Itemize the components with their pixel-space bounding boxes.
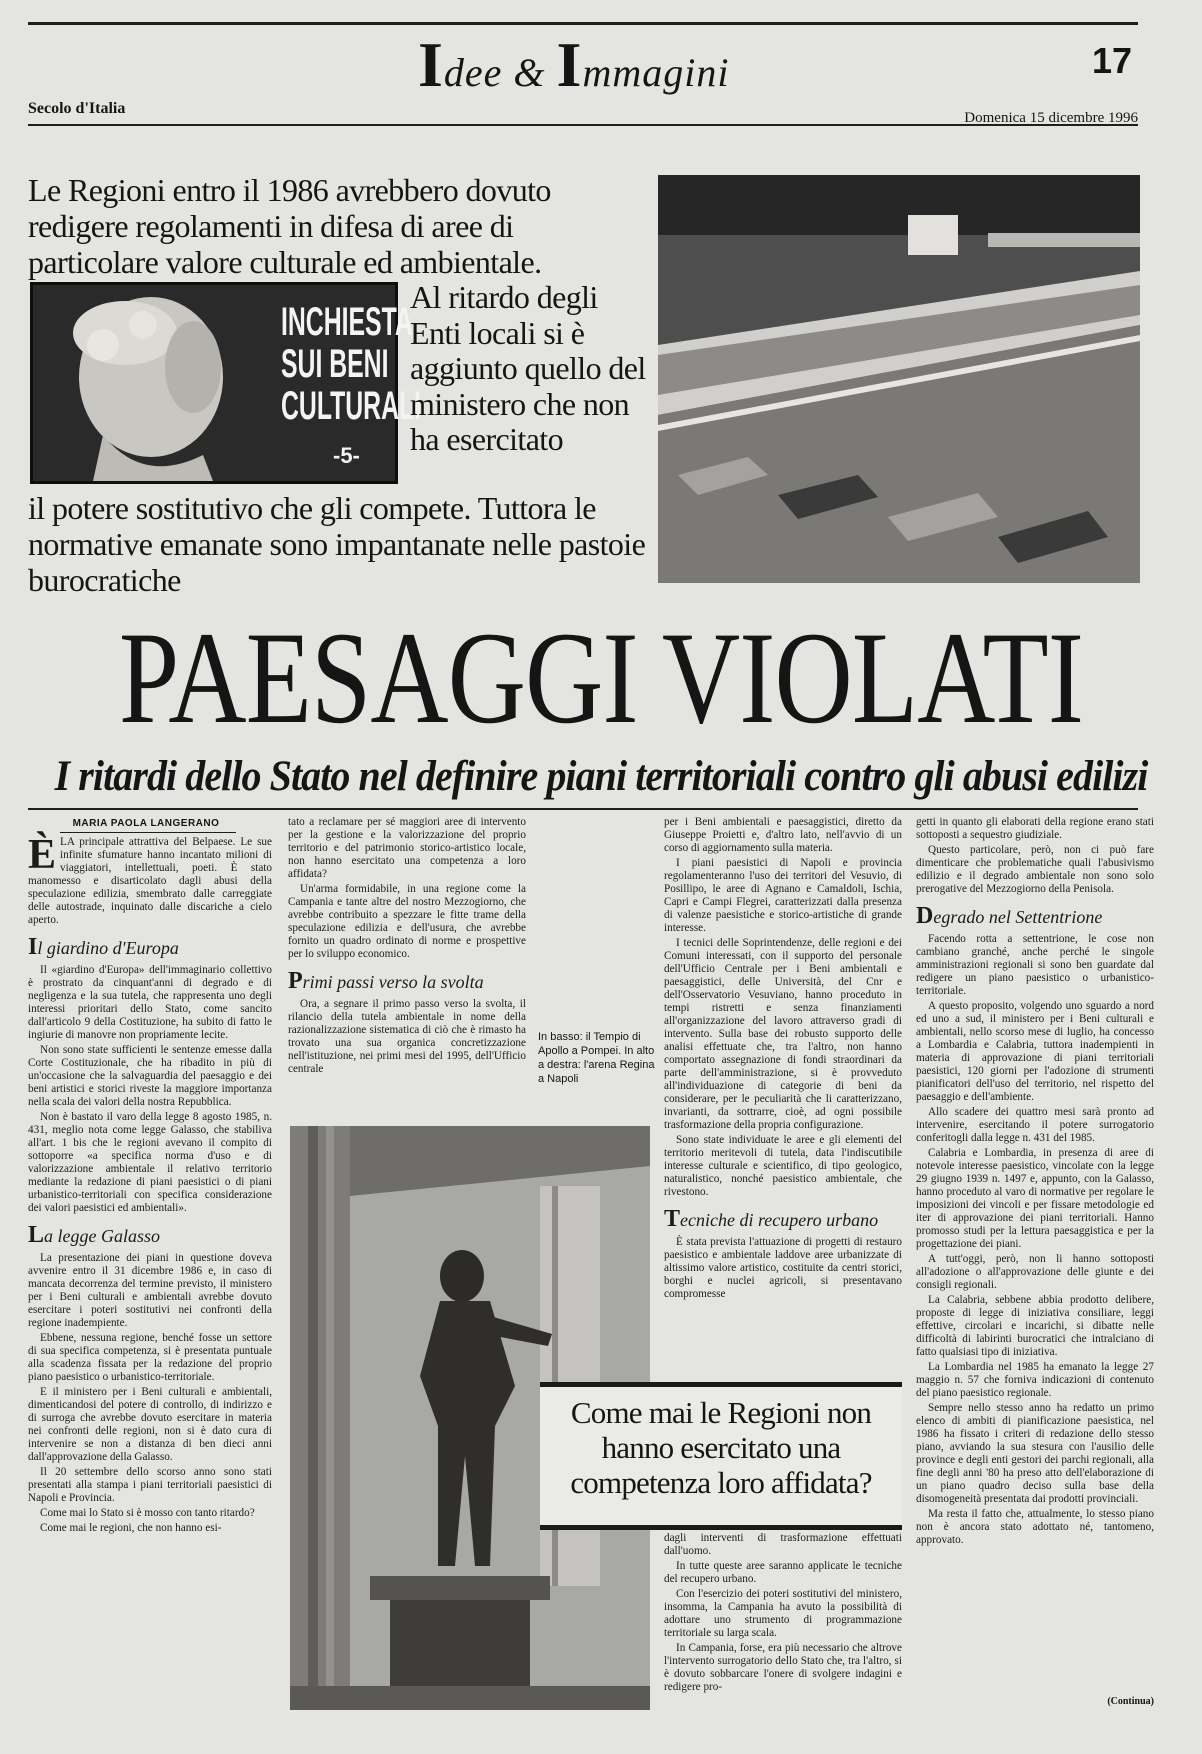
col4-paragraph: Questo particolare, però, non ci può fare dimenticare che problematiche quali l'abusivismo edilizio e il degrado ambientale non sono solo prerogative del Mezzogiorno della Penisola.: [916, 844, 1154, 895]
subheading-primi-passi: [288, 968, 526, 994]
headline: PAESAGGI VIOLATI: [118, 604, 1084, 751]
subheading-text: rimi passi verso la svolta: [302, 972, 484, 992]
section-word-2: mmagini: [582, 50, 730, 95]
col3b-paragraph: dagli interventi di trasformazione effettuati dall'uomo.: [664, 1532, 902, 1557]
lead-text-tail: il potere sostitutivo che gli compete. Tuttora le normative emanate sono impantanate nelle pastoie burocratiche: [28, 490, 646, 598]
col3-paragraph: I piani paesistici di Napoli e provincia regolamenteranno l'uso dei territori del Vesuvio, di Posillipo, le aree di Agnano e Camaldoli, Ischia, Capri e Campi Flegrei, caratterizzati dalla presenza di valenze paesistiche e storico-artistiche di grande interesse.: [664, 857, 902, 934]
col4-paragraph: Ma resta il fatto che, attualmente, lo stesso piano non è ancora stato adottato né, tantomeno, approvato.: [916, 1508, 1154, 1546]
subheading-initial: I: [28, 934, 38, 960]
col3b-paragraph: In tutte queste aree saranno applicate le tecniche del recupero urbano.: [664, 1560, 902, 1585]
col1-paragraph: Il «giardino d'Europa» dell'immaginario collettivo è prostrato da cinquant'anni di degrado e di negligenza e la sua tutela, che rappresenta uno degli interessi prioritari dello Stato, come sancito dall'articolo 9 della Costituzione, ha subito di fatto le ingiurie di manovre non propriamente lecite.: [28, 964, 272, 1041]
byline: MARIA PAOLA LANGERANO: [72, 818, 220, 829]
col1-paragraph: Come mai le regioni, che non hanno esi-: [40, 1522, 222, 1534]
col4-paragraph: Sempre nello stesso anno ha redatto un primo elenco di ambiti di pianificazione paesistica, nel 1986 ha fissato i criteri di redazione dello stesso piano, avviando la sua stesura con l'ausilio delle province e degli enti gestori dei parchi regionali, alla fine degli anni '80 ha preso atto dell'elaborazione di un piano quadro deciso sulla base della disomogeneità presentata dai prodotti provinciali.: [916, 1402, 1154, 1505]
byline-rule: [60, 832, 236, 833]
section-initial-2: I: [556, 29, 583, 100]
subheading-degrado: [916, 903, 1154, 929]
inchiesta-label: [281, 300, 422, 428]
col1-p1-text: LA principale attrattiva del Belpaese. Le sue infinite sfumature hanno incantato milioni di viaggiatori, intellettuali, poeti. È stato manomesso e disarticolato dagli abusi della speculazione edilizia, smembrato dalle carreggiate delle autostrade, inquinato dalle discariche a cielo aperto.: [28, 836, 272, 926]
dropcap: È: [28, 832, 57, 878]
col4-paragraph: A tutt'oggi, però, non li hanno sottoposti all'adozione o all'approvazione delle giunte e dei consigli regionali.: [916, 1253, 1154, 1291]
subheading-text: egrado nel Settentrione: [933, 907, 1103, 927]
photo-caption: In basso: il Tempio di Apollo a Pompei. In alto a destra: l'arena Regina a Napoli: [538, 1031, 655, 1085]
subheading-text: a legge Galasso: [44, 1226, 161, 1246]
article-column-4: [916, 816, 1154, 1696]
arena-photo: [658, 175, 1140, 583]
subheading-text: l giardino d'Europa: [37, 938, 179, 958]
inchiesta-line-2: SUI BENI: [281, 342, 389, 386]
inchiesta-line-3: CULTURALI: [281, 384, 422, 428]
col4-paragraph: La Lombardia nel 1985 ha emanato la legge 27 maggio n. 57 che forniva indicazioni di contenuto del piano paesistico regionale.: [916, 1361, 1154, 1399]
subheading-initial: T: [664, 1206, 681, 1232]
col1-paragraph: La presentazione dei piani in questione doveva avvenire entro il 31 dicembre 1986 e, in caso di mancata decorrenza del termine previsto, il ministero per i Beni culturali e ambientali avrebbe dovuto esercitare i poteri sostitutivi nei confronti della regione inadempiente.: [28, 1252, 272, 1329]
subheading-giardino: [28, 934, 272, 960]
col2-paragraph: tato a reclamare per sé maggiori aree di intervento per la gestione e la valorizzazione del proprio territorio e del patrimonio storico-artistico locale, non hanno esercitato una competenza a loro affidata?: [288, 816, 526, 880]
page-number: 17: [1092, 40, 1133, 81]
inchiesta-box: [30, 282, 422, 484]
subheading-initial: D: [916, 903, 934, 929]
col3-paragraph: I tecnici delle Soprintendenze, delle regioni e dei Comuni interessati, con il supporto del personale dell'Ufficio Centrale per i Beni ambientali e paesaggistici, delle Università, del Cnr e dell'Osservatorio Vesuviano, hanno proceduto in tempi ristretti e senza finanziamenti all'organizzazione del lavoro attraverso gradi di intervento. Sulla base dei robusto supporto delle analisi effettuate che, tra l'altro, non hanno comportato assegnazione di fondi straordinari da parte dell'amministrazione, si è provveduto all'individuazione di categorie di beni da considerare, per le peculiarità che li caratterizzano, invarianti, da sottrarre, cioè, ad ogni possibile trasformazione della propria configurazione.: [664, 937, 902, 1131]
masthead: Secolo d'Italia: [28, 100, 126, 117]
article-column-2: [288, 816, 526, 1116]
col3b-paragraph: In Campania, forse, era più necessario che altrove l'intervento surrogatorio dello Stato che, tra l'altro, si è dovuto sobbarcare l'onere di svolgere indagini e redigere pro-: [664, 1642, 902, 1693]
subheading-text: ecniche di recupero urbano: [680, 1210, 879, 1230]
col4-paragraph: A questo proposito, volgendo uno sguardo a nord ed uno a sud, il ministero per i Beni culturali e ambientali, nello scorso mese di luglio, ha concesso a Lombardia e Calabria, tuttora inadempienti in materia di approvazione di piani territoriali paesistici, 120 giorni per l'adozione di strumenti pianificatori dell'uso del territorio, nel rispetto del paesaggio e dell'ambiente.: [916, 1000, 1154, 1103]
continua-note: (Continua): [1107, 1696, 1154, 1707]
col4-paragraph: La Calabria, sebbene abbia prodotto delibere, proposte di legge di iniziativa consiliare, leggi effettive, circolari e incarichi, si dibatte nelle difficoltà di labirinti burocratici che intralciano di fatto qualsiasi tipo di iniziativa.: [916, 1294, 1154, 1358]
col3-paragraph: È stata prevista l'attuazione di progetti di restauro paesistico e ambientale laddove aree urbanizzate di altissimo valore artistico, costituite da centri storici, borghi e nuclei agricoli, si presentavano compromesse: [664, 1236, 902, 1300]
article-column-3: [664, 816, 902, 1376]
subheadline: I ritardi dello Stato nel definire piani territoriali contro gli abusi edilizi: [54, 753, 1148, 800]
col1-paragraph: Come mai lo Stato si è mosso con tanto ritardo?: [40, 1507, 255, 1519]
inchiesta-number: -5-: [333, 443, 360, 468]
col3-paragraph: per i Beni ambientali e paesaggistici, diretto da Giuseppe Proietti e, d'altro lato, nell'avvio di un corso di aggiornamento sulla materia.: [664, 816, 902, 854]
lead-text-middle: Al ritardo degli Enti locali si è aggiunto quello del ministero che non ha esercitato: [410, 279, 646, 457]
col1-paragraph: Non è bastato il varo della legge 8 agosto 1985, n. 431, meglio nota come legge Galasso, che stabiliva all'art. 1 bis che le regioni avevano il compito di sottoporre «a specifica norma d'uso e di valorizzazione ambientale il relativo territorio mediante la redazione di piani paesistici o di piani urbanistico-territoriali con specifica considerazione dei valori paesistici ed ambientali».: [28, 1111, 272, 1214]
col4-paragraph: Allo scadere dei quattro mesi sarà pronto ad intervenire, esercitando il potere surrogatorio conferitogli dalla legge n. 431 del 1985.: [916, 1106, 1154, 1144]
section-word-1: dee: [443, 50, 503, 95]
subheading-galasso: [28, 1222, 272, 1248]
subhead-rule: [28, 808, 1138, 810]
col1-paragraph: E il ministero per i Beni culturali e ambientali, dimenticandosi del potere di controllo, di indirizzo e di surroga che avrebbe dovuto esercitare in materia nei confronti delle regioni, non si è dato cura di intervenire se non a distanza di ben dieci anni dall'approvazione della Galasso.: [28, 1386, 272, 1463]
col1-paragraph: Non sono state sufficienti le sentenze emesse dalla Corte Costituzionale, che ha ribadito in più di un'occasione che la salvaguardia del paesaggio e dei beni artistici e storici riveste la maggiore importanza nella scala dei valori della nostra Repubblica.: [28, 1044, 272, 1108]
subheading-initial: L: [28, 1222, 45, 1248]
col2-paragraph: Un'arma formidabile, in una regione come la Campania e tante altre del nostro Mezzogiorno, che avrebbe contribuito a spezzare le fitte trame della speculazione edilizia e dell'usura, che avrebbe fornito un quadro ordinato di norme e prospettive per lo sviluppo economico.: [288, 883, 526, 960]
col4-paragraph: Facendo rotta a settentrione, le cose non cambiano granché, anche perché le singole amministrazioni regionali si sono ben guardate dal redigere un piano paesistico o urbanistico-territoriale.: [916, 933, 1154, 997]
col1-paragraph: [28, 832, 272, 927]
col4-paragraph: getti in quanto gli elaborati della regione erano stati sottoposti a sequestro giudiziale.: [916, 816, 1154, 841]
statue-head-image: [33, 285, 263, 481]
pull-quote: Come mai le Regioni non hanno esercitato una competenza loro affidata?: [540, 1382, 902, 1530]
lead-text-top: Le Regioni entro il 1986 avrebbero dovuto redigere regolamenti in difesa di aree di particolare valore culturale ed ambientale.: [28, 172, 551, 280]
article-column-1: [28, 832, 272, 1716]
section-initial-1: I: [418, 29, 444, 100]
header-rule-top: [28, 22, 1138, 25]
col1-paragraph: Il 20 settembre dello scorso anno sono stati presentati alla stampa i piani territoriali paesistici di Napoli e Provincia.: [28, 1466, 272, 1504]
section-ampersand: &: [513, 50, 546, 95]
col1-paragraph: Ebbene, nessuna regione, benché fosse un settore di sua specifica competenza, si è presentata puntuale alla scadenza fissata per la redazione del proprio piano paesistico o urbanistico-territoriale.: [28, 1332, 272, 1383]
col4-paragraph: Calabria e Lombardia, in presenza di aree di notevole interesse paesistico, vincolate con la legge 29 giugno 1939 n. 1497 e, appunto, con la Galasso, hanno proceduto al varo di normative per regolare le imposizioni dei vincoli e per fissare metodologie ed iter di approvazione dei piani territoriali. Hanno promosso studi per la lettura paesaggistica e per la progettazione dei piani.: [916, 1147, 1154, 1250]
col3b-paragraph: Con l'esercizio dei poteri sostitutivi del ministero, insomma, la Campania ha avuto la possibilità di adottare uno strumento di programmazione territoriale su larga scala.: [664, 1588, 902, 1639]
dateline: Domenica 15 dicembre 1996: [964, 110, 1138, 126]
article-column-3-continued: [664, 1532, 902, 1718]
col2-paragraph: Ora, a segnare il primo passo verso la svolta, il rilancio della tutela ambientale in nome della razionalizzazione sistematica di ciò che è rimasto ha trovato una sua organica concretizzazione nell'istituzione, nei primi mesi del 1995, dell'Ufficio centrale: [288, 998, 526, 1075]
col3-paragraph: Sono state individuate le aree e gli elementi del territorio meritevoli di tutela, data l'indiscutibile interesse culturale e scientifico, di tipo geologico, naturalistico, nonché paesistico ambientale, che rivestono.: [664, 1134, 902, 1198]
subheading-tecniche: [664, 1206, 902, 1232]
inchiesta-line-1: INCHIESTA: [281, 300, 413, 344]
subheading-initial: P: [288, 968, 303, 994]
section-title: [418, 28, 729, 102]
